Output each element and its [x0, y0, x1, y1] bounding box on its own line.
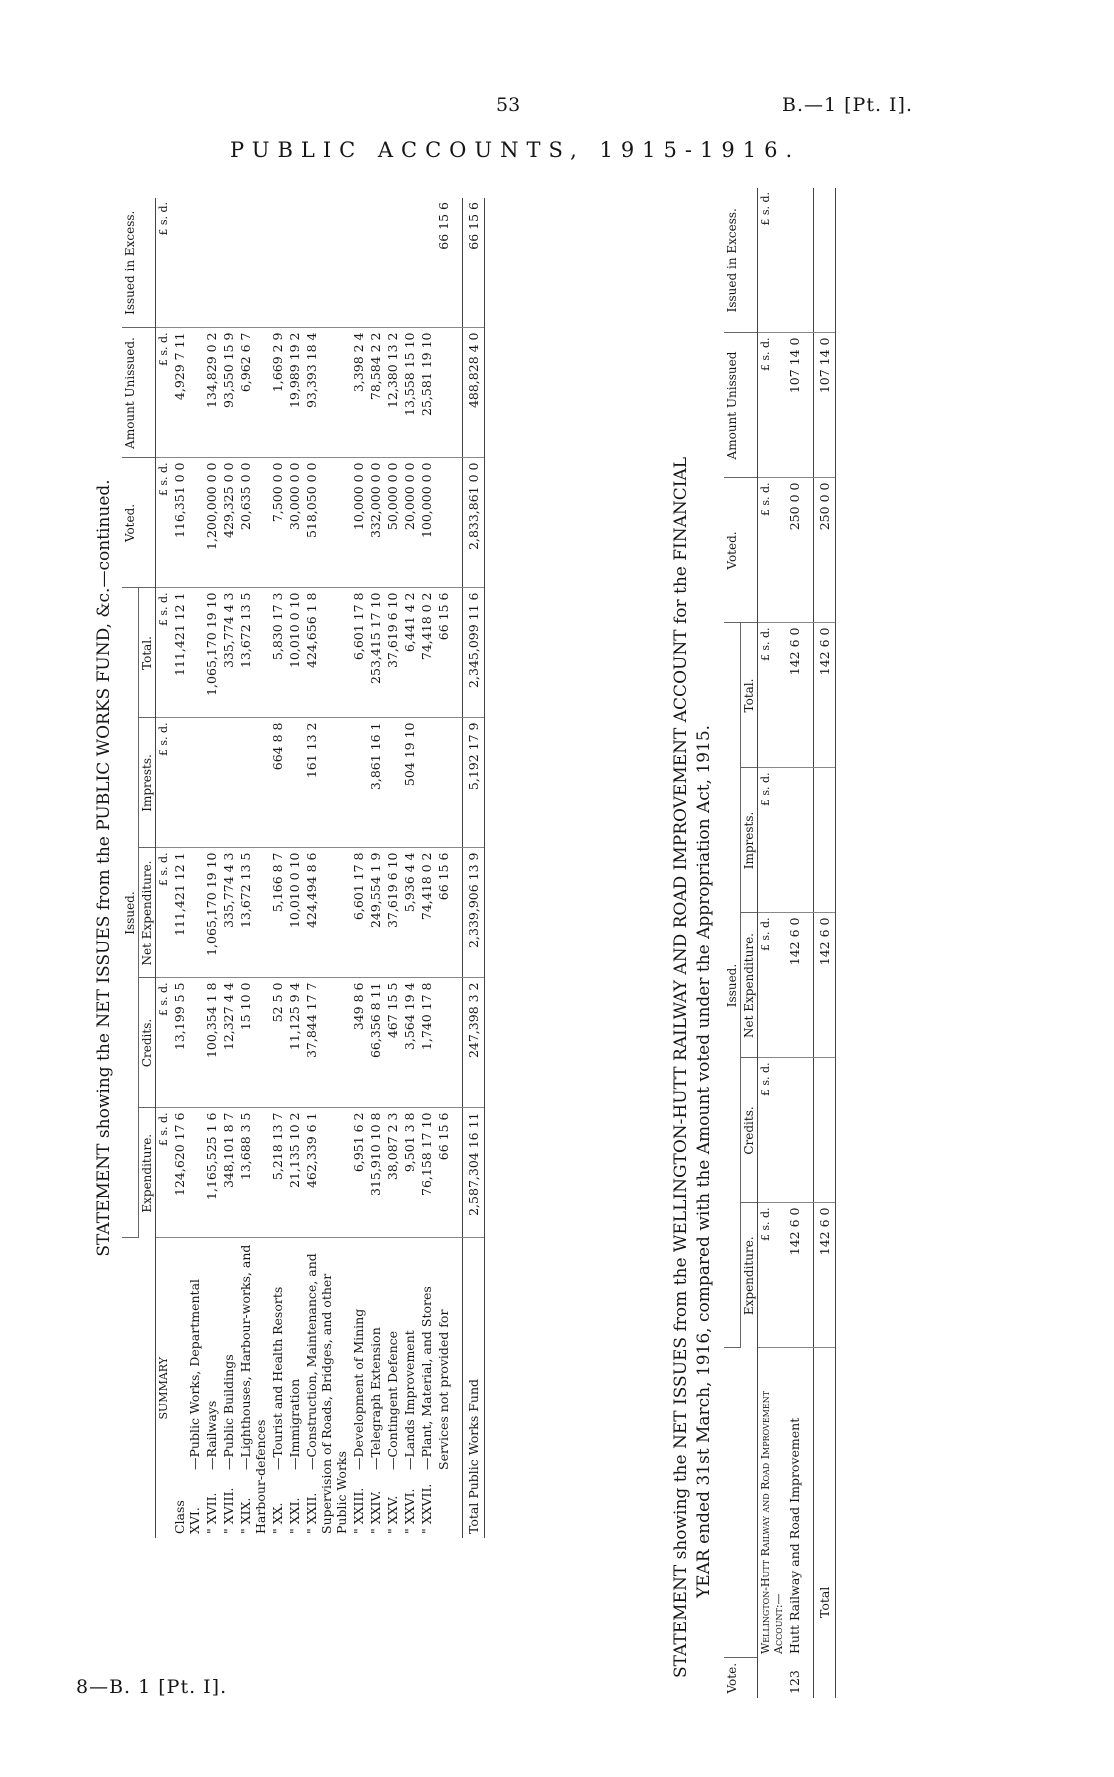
voted-header: Voted. [122, 458, 156, 588]
class-number: " XIX. [238, 1497, 253, 1534]
unissued-cell: 19,989 19 2 [286, 328, 303, 458]
description-header [122, 1238, 156, 1538]
unissued-cell: 6,962 6 7 [237, 328, 269, 458]
class-number: Class XVI. [172, 1500, 202, 1534]
unit-label: £ s. d. [156, 588, 172, 718]
total-cell: 6,601 17 8 [350, 588, 367, 718]
table-row [303, 198, 350, 1538]
unissued-cell: 13,558 15 10 [401, 328, 418, 458]
voted-cell: 116,351 0 0 [171, 458, 203, 588]
class-description: Services not provided for [436, 1309, 451, 1470]
voted-cell: 429,325 0 0 [220, 458, 237, 588]
unit-label: £ s. d. [757, 913, 786, 1058]
excess-cell [418, 198, 435, 328]
total-cell: 37,619 6 10 [384, 588, 401, 718]
voted-cell: 100,000 0 0 [418, 458, 435, 588]
voted-cell: 20,000 0 0 [401, 458, 418, 588]
net-expenditure-cell: 6,601 17 8 [350, 848, 367, 978]
units-row [757, 188, 786, 1698]
table-row [269, 198, 286, 1538]
document-reference: B.—1 [Pt. I]. [782, 94, 913, 116]
voted-cell: 7,500 0 0 [269, 458, 286, 588]
row-label [303, 1238, 350, 1538]
row-label [367, 1238, 384, 1538]
class-number: " XXIII. [351, 1487, 366, 1534]
account-label: Wellington-Hutt Railway and Road Improvement Account:— [758, 1390, 785, 1654]
class-number: " XXI. [287, 1497, 302, 1534]
table-row [350, 198, 367, 1538]
unissued-cell: 4,929 7 11 [171, 328, 203, 458]
expenditure-header: Expenditure. [740, 1203, 757, 1348]
expenditure-cell: 348,101 8 7 [220, 1108, 237, 1238]
expenditure-cell: 315,910 10 8 [367, 1108, 384, 1238]
footer-reference: 8—B. 1 [Pt. I]. [76, 1676, 228, 1698]
imprests-cell [220, 718, 237, 848]
class-description: —Tourist and Health Resorts [270, 1286, 285, 1470]
total-excess: 66 15 6 [463, 198, 485, 328]
table-row [203, 198, 220, 1538]
excess-cell [384, 198, 401, 328]
credits-header: Credits. [139, 978, 156, 1108]
total-cell: 335,774 4 3 [220, 588, 237, 718]
vote-number: 123 [786, 1670, 802, 1694]
total-label: Total [813, 1348, 835, 1658]
expenditure-cell: 6,951 6 2 [350, 1108, 367, 1238]
credits-header: Credits. [740, 1058, 757, 1203]
expenditure-header: Expenditure. [139, 1108, 156, 1238]
row-label [171, 1238, 203, 1538]
imprests-cell [203, 718, 220, 848]
credits-cell: 11,125 9 4 [286, 978, 303, 1108]
credits-cell: 100,354 1 8 [203, 978, 220, 1108]
class-number: " XXIV. [368, 1490, 383, 1534]
total-cell: 13,672 13 5 [237, 588, 269, 718]
total-expenditure: 2,587,304 16 11 [463, 1108, 485, 1238]
unit-label: £ s. d. [757, 188, 786, 333]
voted-cell: 518,050 0 0 [303, 458, 350, 588]
excess-cell [237, 198, 269, 328]
table-row [220, 198, 237, 1538]
table-row [237, 198, 269, 1538]
table-row [435, 198, 452, 1538]
credits-cell: 12,327 4 4 [220, 978, 237, 1108]
total-row [463, 198, 485, 1538]
class-number: " XXVI. [402, 1488, 417, 1534]
voted-cell: 30,000 0 0 [286, 458, 303, 588]
voted-cell: 332,000 0 0 [367, 458, 384, 588]
class-description: —Immigration [287, 1378, 302, 1470]
class-description: —Plant, Material, and Stores [419, 1286, 434, 1470]
page-number: 53 [496, 94, 521, 116]
expenditure-cell: 21,135 10 2 [286, 1108, 303, 1238]
total-total: 142 6 0 [813, 623, 835, 768]
total-header: Total. [740, 623, 757, 768]
imprests-cell [786, 768, 803, 913]
total-header: Total. [139, 588, 156, 718]
unissued-cell: 107 14 0 [786, 333, 803, 478]
credits-cell: 349 8 6 [350, 978, 367, 1108]
net-expenditure-cell: 13,672 13 5 [237, 848, 269, 978]
excess-cell [350, 198, 367, 328]
class-description: —Development of Mining [351, 1308, 366, 1470]
table-row [786, 188, 803, 1698]
class-number: " XVII. [204, 1492, 219, 1534]
class-description: —Railways [204, 1400, 219, 1470]
total-expenditure: 142 6 0 [813, 1203, 835, 1348]
net-expenditure-header: Net Expenditure. [740, 913, 757, 1058]
net-expenditure-cell: 111,421 12 1 [171, 848, 203, 978]
credits-cell: 13,199 5 5 [171, 978, 203, 1108]
class-description: —Construction, Maintenance, and Supervision of Roads, Bridges, and other Public Works [304, 1253, 349, 1534]
expenditure-cell: 76,158 17 10 [418, 1108, 435, 1238]
imprests-cell [435, 718, 452, 848]
amount-unissued-header: Amount Unissued [724, 333, 758, 478]
excess-cell [786, 188, 803, 333]
statement1-title: STATEMENT showing the NET ISSUES from the PUBLIC WORKS FUND, &c.—continued. [94, 479, 114, 1257]
net-expenditure-header: Net Expenditure. [139, 848, 156, 978]
net-expenditure-cell: 37,619 6 10 [384, 848, 401, 978]
total-cell: 253,415 17 10 [367, 588, 384, 718]
total-cell: 111,421 12 1 [171, 588, 203, 718]
imprests-cell [286, 718, 303, 848]
wellington-hutt-statement [670, 188, 900, 1698]
total-credits: 247,398 3 2 [463, 978, 485, 1108]
table-row [367, 198, 384, 1538]
table-row [384, 198, 401, 1538]
net-expenditure-cell: 5,166 8 7 [269, 848, 286, 978]
net-expenditure-cell: 249,554 1 9 [367, 848, 384, 978]
class-number: " XXII. [304, 1492, 319, 1534]
statement2-title-line1: STATEMENT showing the NET ISSUES from the WELLINGTON-HUTT RAILWAY AND ROAD IMPROVEMENT ACCOUNT for the FINANCIAL [671, 456, 691, 1678]
row-label [418, 1238, 435, 1538]
issued-in-excess-header: Issued in Excess. [122, 198, 156, 328]
total-cell: 142 6 0 [786, 623, 803, 768]
class-description: —Telegraph Extension [368, 1327, 383, 1470]
total-imprests: 5,192 17 9 [463, 718, 485, 848]
class-description: —Lands Improvement [402, 1330, 417, 1470]
expenditure-cell: 66 15 6 [435, 1108, 452, 1238]
row-label [435, 1238, 452, 1538]
amount-unissued-header: Amount Unissued. [122, 328, 156, 458]
unit-label: £ s. d. [156, 328, 172, 458]
expenditure-cell: 9,501 3 8 [401, 1108, 418, 1238]
total-unissued: 107 14 0 [813, 333, 835, 478]
imprests-cell [171, 718, 203, 848]
total-voted: 250 0 0 [813, 478, 835, 623]
unissued-cell: 25,581 19 10 [418, 328, 435, 458]
expenditure-cell: 462,339 6 1 [303, 1108, 350, 1238]
description-header [724, 1348, 758, 1658]
row-label [269, 1238, 286, 1538]
excess-cell [401, 198, 418, 328]
net-expenditure-cell: 74,418 0 2 [418, 848, 435, 978]
total-imprests [813, 768, 835, 913]
table-row [401, 198, 418, 1538]
voted-cell: 50,000 0 0 [384, 458, 401, 588]
row-label [237, 1238, 269, 1538]
unit-label: £ s. d. [156, 1108, 172, 1238]
unissued-cell: 78,584 2 2 [367, 328, 384, 458]
unissued-cell: 12,380 13 2 [384, 328, 401, 458]
credits-cell: 3,564 19 4 [401, 978, 418, 1108]
vote-header: Vote. [724, 1658, 758, 1698]
total-unissued: 488,828 4 0 [463, 328, 485, 458]
expenditure-cell: 5,218 13 7 [269, 1108, 286, 1238]
total-net-expenditure: 142 6 0 [813, 913, 835, 1058]
class-description: —Public Works, Departmental [187, 1278, 202, 1470]
unissued-cell [435, 328, 452, 458]
class-number: " XX. [270, 1502, 285, 1534]
net-expenditure-cell: 1,065,170 19 10 [203, 848, 220, 978]
expenditure-cell: 142 6 0 [786, 1203, 803, 1348]
total-excess [813, 188, 835, 333]
expenditure-cell: 38,087 2 3 [384, 1108, 401, 1238]
total-label: Total Public Works Fund [463, 1238, 485, 1538]
excess-cell [367, 198, 384, 328]
total-cell: 424,656 1 8 [303, 588, 350, 718]
voted-cell: 1,200,000 0 0 [203, 458, 220, 588]
imprests-cell: 161 13 2 [303, 718, 350, 848]
total-voted: 2,833,861 0 0 [463, 458, 485, 588]
excess-cell [171, 198, 203, 328]
issued-in-excess-header: Issued in Excess. [724, 188, 758, 333]
table-row [286, 198, 303, 1538]
unit-label: £ s. d. [757, 1203, 786, 1348]
unit-label: £ s. d. [156, 198, 172, 328]
statement1-table [122, 198, 485, 1538]
class-description: —Contingent Defence [385, 1330, 400, 1470]
imprests-cell [384, 718, 401, 848]
net-expenditure-cell: 142 6 0 [786, 913, 803, 1058]
net-expenditure-cell: 424,494 8 6 [303, 848, 350, 978]
class-number: " XXV. [385, 1495, 400, 1534]
table-row [171, 198, 203, 1538]
unissued-cell: 93,393 18 4 [303, 328, 350, 458]
imprests-cell [237, 718, 269, 848]
voted-header: Voted. [724, 478, 758, 623]
total-row [813, 188, 835, 1698]
row-label [220, 1238, 237, 1538]
total-cell: 6,441 4 2 [401, 588, 418, 718]
net-expenditure-cell: 10,010 0 10 [286, 848, 303, 978]
total-cell: 1,065,170 19 10 [203, 588, 220, 718]
credits-cell: 467 15 5 [384, 978, 401, 1108]
net-expenditure-cell: 335,774 4 3 [220, 848, 237, 978]
excess-cell [203, 198, 220, 328]
unissued-cell: 134,829 0 2 [203, 328, 220, 458]
row-label [203, 1238, 220, 1538]
credits-cell: 15 10 0 [237, 978, 269, 1108]
class-description: —Public Buildings [221, 1354, 236, 1470]
credits-cell [786, 1058, 803, 1203]
voted-cell: 250 0 0 [786, 478, 803, 623]
expenditure-cell: 13,688 3 5 [237, 1108, 269, 1238]
unit-label: £ s. d. [757, 623, 786, 768]
expenditure-cell: 124,620 17 6 [171, 1108, 203, 1238]
imprests-cell [418, 718, 435, 848]
unit-label: £ s. d. [156, 458, 172, 588]
row-label [384, 1238, 401, 1538]
units-row [156, 198, 172, 1538]
excess-cell [269, 198, 286, 328]
unit-label: £ s. d. [757, 768, 786, 913]
class-number: " XXVII. [419, 1483, 434, 1534]
class-description: —Lighthouses, Harbour-works, and Harbour-defences [238, 1244, 268, 1534]
unissued-cell: 1,669 2 9 [269, 328, 286, 458]
imprests-cell: 3,861 16 1 [367, 718, 384, 848]
statement2-table [724, 188, 836, 1698]
row-label [286, 1238, 303, 1538]
credits-cell: 1,740 17 8 [418, 978, 435, 1108]
row-label [350, 1238, 367, 1538]
excess-cell [220, 198, 237, 328]
total-cell: 66 15 6 [435, 588, 452, 718]
excess-cell: 66 15 6 [435, 198, 452, 328]
imprests-cell: 664 8 8 [269, 718, 286, 848]
imprests-header: Imprests. [139, 718, 156, 848]
net-expenditure-cell: 66 15 6 [435, 848, 452, 978]
unit-label: £ s. d. [757, 333, 786, 478]
total-cell: 5,830 17 3 [269, 588, 286, 718]
page-heading: PUBLIC ACCOUNTS, 1915-1916. [230, 138, 801, 162]
summary-label: SUMMARY [157, 1357, 170, 1420]
excess-cell [286, 198, 303, 328]
row-label: Hutt Railway and Road Improvement [786, 1417, 802, 1654]
credits-cell: 52 5 0 [269, 978, 286, 1108]
expenditure-cell: 1,165,525 1 6 [203, 1108, 220, 1238]
issued-group-header: Issued. [724, 623, 741, 1348]
total-credits [813, 1058, 835, 1203]
table-row [418, 198, 435, 1538]
total-net-expenditure: 2,339,906 13 9 [463, 848, 485, 978]
unit-label: £ s. d. [757, 478, 786, 623]
credits-cell: 66,356 8 11 [367, 978, 384, 1108]
issued-group-header: Issued. [122, 588, 139, 1238]
imprests-cell [350, 718, 367, 848]
unissued-cell: 93,550 15 9 [220, 328, 237, 458]
voted-cell [435, 458, 452, 588]
unissued-cell: 3,398 2 4 [350, 328, 367, 458]
unit-label: £ s. d. [757, 1058, 786, 1203]
public-works-fund-statement [94, 198, 554, 1538]
excess-cell [303, 198, 350, 328]
imprests-cell: 504 19 10 [401, 718, 418, 848]
total-total: 2,345,099 11 6 [463, 588, 485, 718]
imprests-header: Imprests. [740, 768, 757, 913]
voted-cell: 20,635 0 0 [237, 458, 269, 588]
statement2-title [670, 188, 716, 1698]
credits-cell [435, 978, 452, 1108]
net-expenditure-cell: 5,936 4 4 [401, 848, 418, 978]
unit-label: £ s. d. [156, 718, 172, 848]
unit-label: £ s. d. [156, 978, 172, 1108]
total-cell: 10,010 0 10 [286, 588, 303, 718]
unit-label: £ s. d. [156, 848, 172, 978]
row-label [401, 1238, 418, 1538]
credits-cell: 37,844 17 7 [303, 978, 350, 1108]
total-cell: 74,418 0 2 [418, 588, 435, 718]
voted-cell: 10,000 0 0 [350, 458, 367, 588]
class-number: " XVIII. [221, 1487, 236, 1534]
statement2-title-line2: YEAR ended 31st March, 1916, compared with the Amount voted under the Appropriation Act, 1915. [693, 724, 714, 1598]
